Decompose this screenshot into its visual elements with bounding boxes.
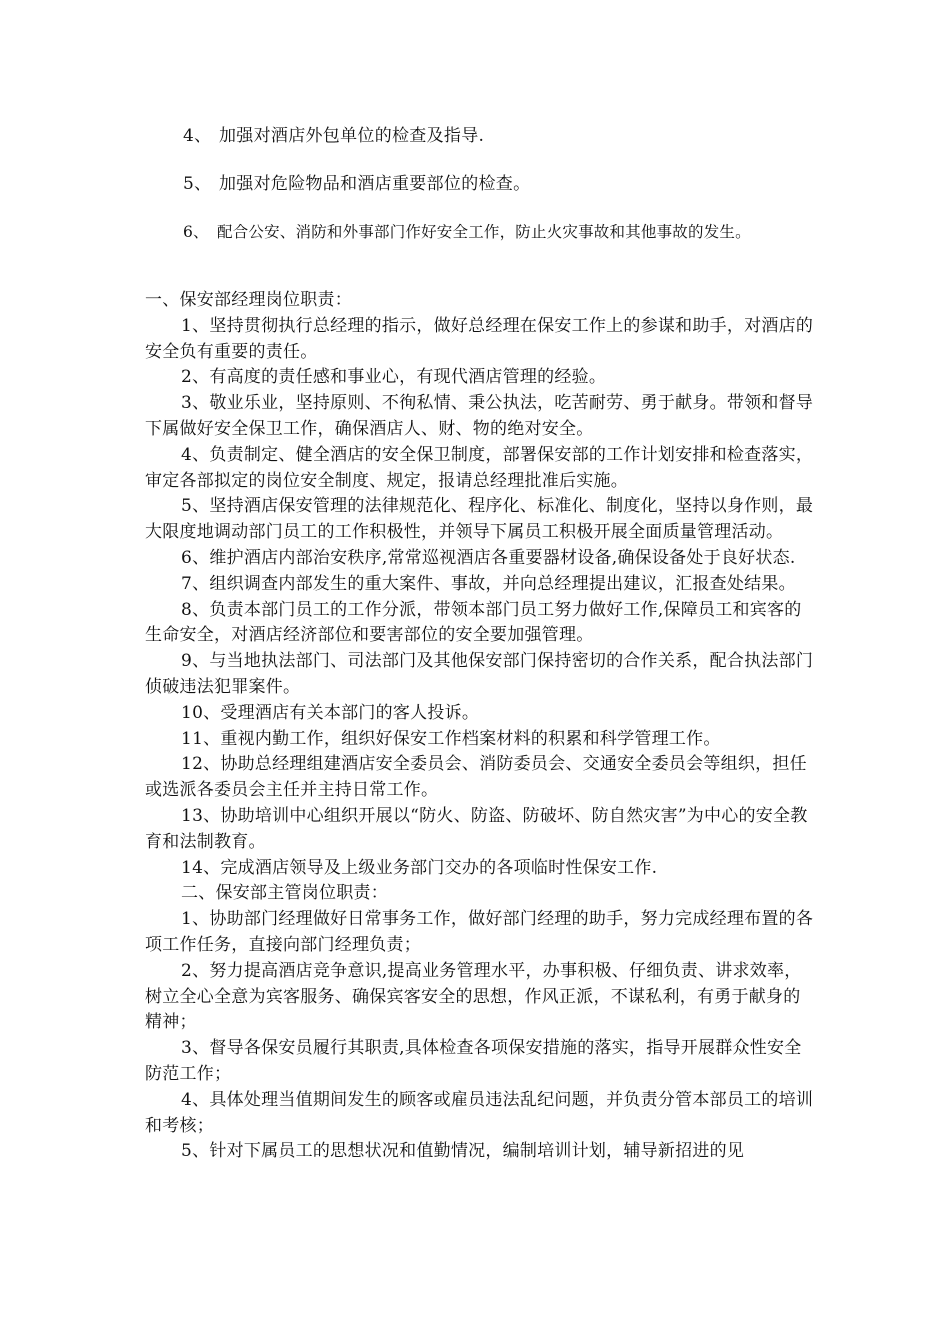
paragraph: 5、针对下属员工的思想状况和值勤情况，编制培训计划，辅导新招进的见 <box>181 1141 745 1162</box>
paragraph: 7、组织调查内部发生的重大案件、事故，并向总经理提出建议，汇报查处结果。 <box>181 573 796 594</box>
top-item-4 <box>183 126 484 146</box>
item-number: 4、 <box>183 126 212 146</box>
paragraph: 13、协助培训中心组织开展以“防火、防盗、防破坏、防自然灾害”为中心的安全教育和法制教育。 <box>145 805 808 852</box>
item-text: 加强对酒店外包单位的检查及指导. <box>219 126 485 146</box>
paragraph: 10、受理酒店有关本部门的客人投诉。 <box>181 702 480 723</box>
paragraph: 4、负责制定、健全酒店的安全保卫制度，部署保安部的工作计划安排和检查落实，审定各部拟定的岗位安全制度、规定，报请总经理批准后实施。 <box>145 444 814 491</box>
paragraph: 11、重视内勤工作，组织好保安工作档案材料的积累和科学管理工作。 <box>181 728 721 749</box>
paragraph: 3、督导各保安员履行其职责,具体检查各项保安措施的落实，指导开展群众性安全防范工作； <box>145 1038 802 1084</box>
item-text: 配合公安、消防和外事部门作好安全工作，防止火灾事故和其他事故的发生。 <box>217 223 751 241</box>
paragraph: 1、协助部门经理做好日常事务工作，做好部门经理的助手，努力完成经理布置的各项工作任务，直接向部门经理负责； <box>145 909 814 955</box>
paragraph: 9、与当地执法部门、司法部门及其他保安部门保持密切的合作关系，配合执法部门侦破违法犯罪案件。 <box>145 651 814 697</box>
paragraph: 1、坚持贯彻执行总经理的指示，做好总经理在保安工作上的参谋和助手，对酒店的安全负有重要的责任。 <box>145 315 814 362</box>
paragraph: 14、完成酒店领导及上级业务部门交办的各项临时性保安工作. <box>181 857 658 878</box>
paragraph: 6、维护酒店内部治安秩序,常常巡视酒店各重要器材设备,确保设备处于良好状态. <box>181 547 796 568</box>
paragraph: 12、协助总经理组建酒店安全委员会、消防委员会、交通安全委员会等组织，担任或选派各委员会主任并主持日常工作。 <box>145 754 807 801</box>
paragraph: 5、坚持酒店保安管理的法律规范化、程序化、标准化、制度化，坚持以身作则，最大限度地调动部门员工的工作积极性，并领导下属员工积极开展全面质量管理活动。 <box>145 496 814 543</box>
section-heading: 二、保安部主管岗位职责： <box>181 883 388 904</box>
paragraph: 8、负责本部门员工的工作分派，带领本部门员工努力做好工作,保障员工和宾客的生命安全，对酒店经济部位和要害部位的安全要加强管理。 <box>145 599 802 646</box>
paragraph: 2、努力提高酒店竞争意识,提高业务管理水平，办事积极、仔细负责、讲求效率，树立全心全意为宾客服务、确保宾客安全的思想，作风正派，不谋私利，有勇于献身的精神； <box>145 960 802 1033</box>
section-heading: 一、保安部经理岗位职责： <box>145 290 352 310</box>
item-number: 5、 <box>183 174 212 194</box>
item-text: 加强对危险物品和酒店重要部位的检查。 <box>219 174 531 194</box>
paragraph: 3、敬业乐业，坚持原则、不徇私情、秉公执法，吃苦耐劳、勇于献身。带领和督导下属做好安全保卫工作，确保酒店人、财、物的绝对安全。 <box>145 393 814 439</box>
item-number: 6、 <box>183 223 209 241</box>
paragraph: 2、有高度的责任感和事业心，有现代酒店管理的经验。 <box>181 367 607 388</box>
top-item-5 <box>183 174 530 194</box>
paragraph: 4、具体处理当值期间发生的顾客或雇员违法乱纪问题，并负责分管本部员工的培训和考核； <box>145 1089 814 1136</box>
top-item-6 <box>183 222 751 242</box>
document-body <box>145 288 815 1165</box>
